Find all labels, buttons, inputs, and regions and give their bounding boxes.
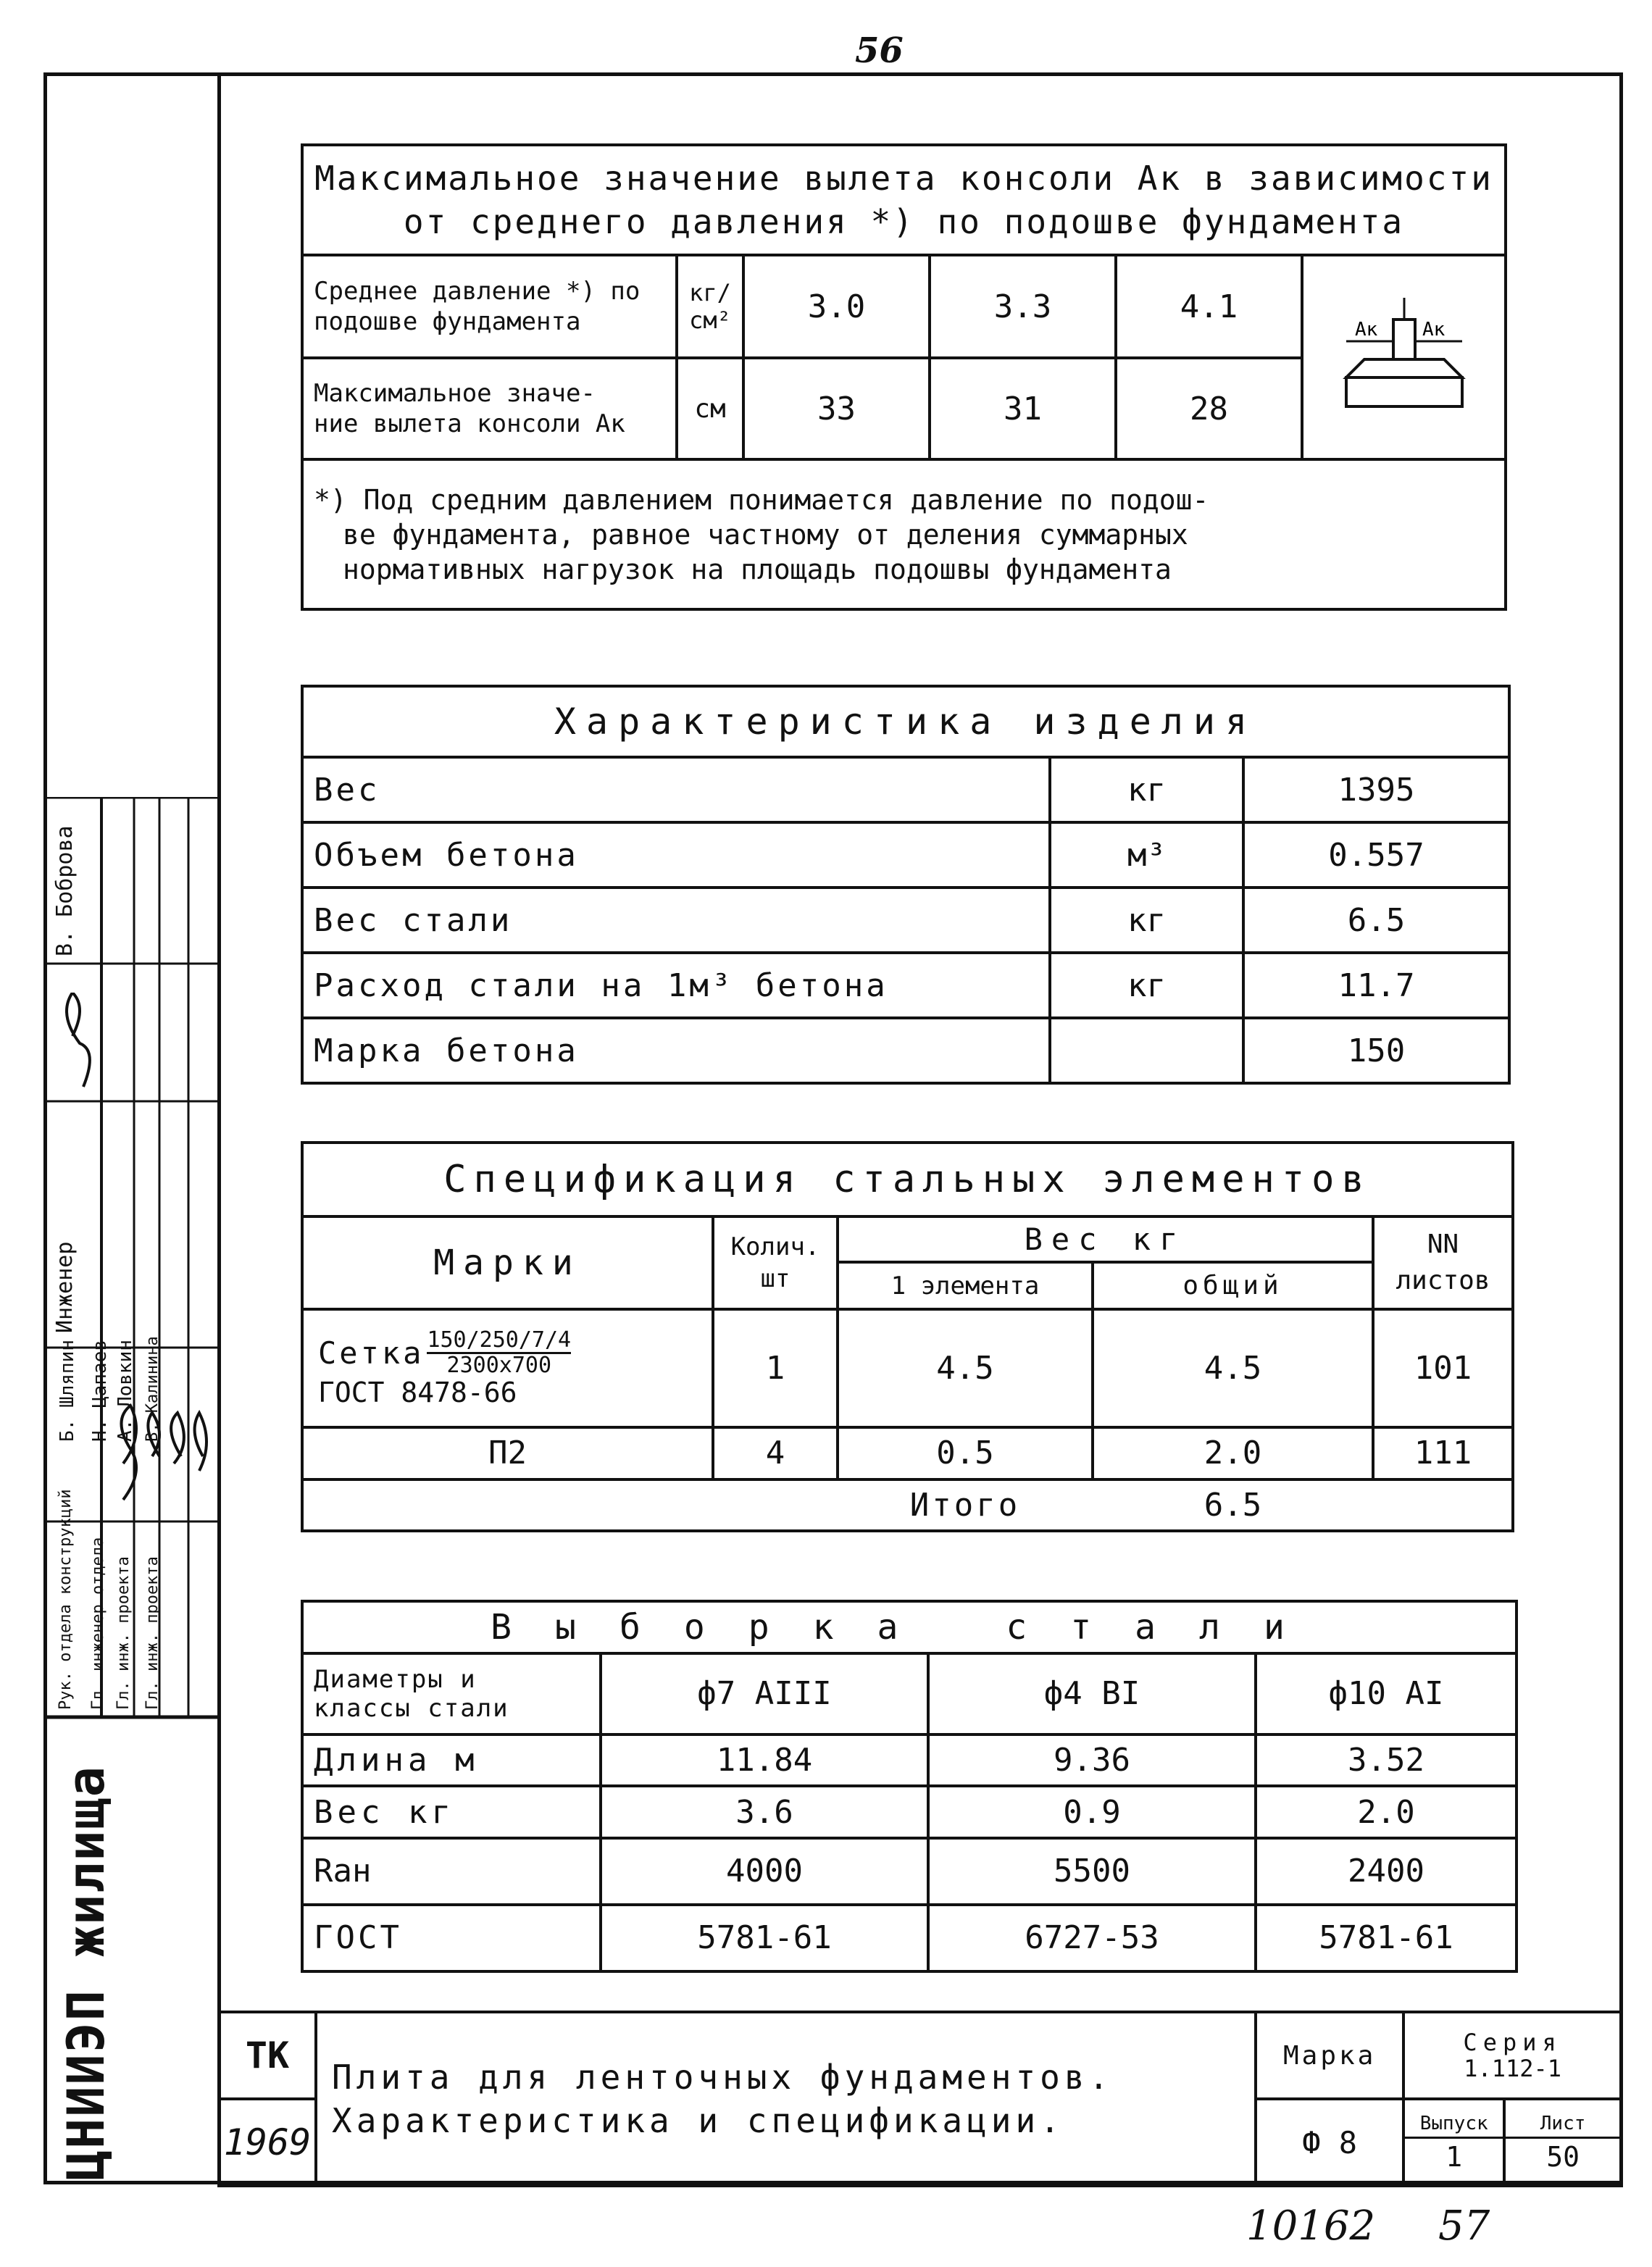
stamp-name-3: А. Ловкин: [114, 1340, 136, 1442]
mark-value: Ф 8: [1256, 2099, 1403, 2186]
steel-title: Выборка стали: [302, 1601, 1517, 1653]
steel-col-3: ф10 АI: [1256, 1653, 1517, 1734]
console-title-line1: Максимальное значение вылета консоли Ак в зависимости: [314, 159, 1493, 198]
mark-label: Марка: [1256, 2012, 1403, 2099]
spec-col-sheets-1: NN: [1427, 1229, 1459, 1260]
steel-row-length-v3: 3.52: [1256, 1734, 1517, 1787]
steel-row-ra-label: Raн: [302, 1838, 601, 1905]
spec-title: Спецификация стальных элементов: [302, 1143, 1513, 1216]
row-grade-label: Марка бетона: [302, 1018, 1050, 1083]
pressure-label-1: Среднее давление *) по: [314, 277, 641, 306]
steel-col-2: ф4 ВI: [928, 1653, 1256, 1734]
console-title-line2: от среднего давления *) по подошве фундамента: [403, 202, 1405, 241]
stamp-role-1: Рук. отдела конструкций: [57, 1489, 75, 1710]
signatures: [51, 993, 217, 1681]
spec-row1-denominator: 2300х700: [446, 1353, 552, 1379]
console-sketch: [1324, 291, 1484, 421]
spec-total-label: Итого: [838, 1479, 1093, 1531]
product-title: Характеристика изделия: [302, 686, 1509, 757]
steel-row-weight-label: Вес кг: [302, 1786, 601, 1838]
steel-header-1: Диаметры и: [314, 1664, 477, 1694]
page-number-bottom-left: 10162: [1246, 2203, 1376, 2250]
engineer-name: В. Боброва: [52, 825, 78, 956]
spec-row1-numerator: 150/250/7/4: [427, 1327, 572, 1353]
year-label: 1969: [219, 2099, 316, 2186]
spec-row2-sheet: 111: [1373, 1427, 1513, 1479]
row-steel-label: Вес стали: [302, 888, 1050, 953]
spec-row2-weight-total: 2.0: [1093, 1427, 1373, 1479]
spec-total-value: 6.5: [1093, 1479, 1373, 1531]
spec-row1-weight-one: 4.5: [838, 1309, 1093, 1427]
row-weight-unit: кг: [1050, 757, 1243, 822]
spec-row1-gost: ГОСТ 8478-66: [318, 1377, 517, 1409]
page-number-bottom-right: 57: [1438, 2203, 1490, 2250]
console-sketch-cell: [1302, 255, 1506, 459]
footnote-line2: ве фундамента, равное частному от деления суммарных: [343, 518, 1188, 551]
stamp-name-4: В. Калинина: [143, 1336, 162, 1442]
stamp-role-4: Гл. инж. проекта: [143, 1556, 162, 1710]
spec-row2-qty: 4: [713, 1427, 838, 1479]
org-name: ЦНИИЭП жилища: [57, 1765, 116, 2181]
row-grade-value: 150: [1243, 1018, 1509, 1083]
pressure-label-2: подошве фундамента: [314, 307, 581, 336]
spec-col-weight: Вес кг: [838, 1216, 1373, 1262]
pressure-val-2: 3.3: [930, 255, 1116, 358]
row-steel-value: 6.5: [1243, 888, 1509, 953]
issue-label: Выпуск: [1405, 2111, 1503, 2139]
row-concrete-unit: м³: [1050, 822, 1243, 888]
pressure-val-3: 4.1: [1116, 255, 1302, 358]
row-concrete-label: Объем бетона: [302, 822, 1050, 888]
row-weight-value: 1395: [1243, 757, 1509, 822]
row-steel-unit: кг: [1050, 888, 1243, 953]
steel-row-gost-v2: 6727-53: [928, 1905, 1256, 1971]
stamp-role-3: Гл. инж. проекта: [114, 1556, 133, 1710]
row-consumption-value: 11.7: [1243, 953, 1509, 1018]
steel-row-ra-v2: 5500: [928, 1838, 1256, 1905]
spec-col-qty-2: шт: [760, 1264, 790, 1294]
doc-title-line1: Плита для ленточных фундаментов.: [332, 2058, 1114, 2097]
spec-col-sheets-2: листов: [1396, 1266, 1490, 1296]
row-weight-label: Вес: [302, 757, 1050, 822]
steel-row-gost-v3: 5781-61: [1256, 1905, 1517, 1971]
row-grade-unit: [1050, 1018, 1243, 1083]
sheet-value: 50: [1546, 2140, 1580, 2173]
spec-col-marks: Марки: [302, 1216, 713, 1309]
console-val-2: 31: [930, 358, 1116, 459]
stamp-name-1: Б. Шляпин: [57, 1340, 78, 1442]
steel-row-length-v2: 9.36: [928, 1734, 1256, 1787]
footnote-line3: нормативных нагрузок на площадь подошвы фундамента: [343, 553, 1172, 585]
series-label: Серия: [1463, 2029, 1562, 2056]
pressure-unit: кг/см²: [677, 255, 743, 358]
spec-row2-mark: П2: [302, 1427, 713, 1479]
spec-col-qty-1: Колич.: [730, 1232, 820, 1262]
page-number-top: 56: [855, 30, 904, 71]
row-concrete-value: 0.557: [1243, 822, 1509, 888]
footnote-line1: *) Под средним давлением понимается давление по подош-: [314, 483, 1209, 516]
console-val-3: 28: [1116, 358, 1302, 459]
steel-row-ra-v1: 4000: [601, 1838, 928, 1905]
sketch-label-right: Ак: [1422, 319, 1445, 341]
sketch-label-left: Ак: [1354, 319, 1377, 341]
stamp-name-2: Н. Цапаев: [89, 1340, 111, 1442]
steel-row-length-v1: 11.84: [601, 1734, 928, 1787]
console-val-1: 33: [743, 358, 930, 459]
pressure-val-1: 3.0: [743, 255, 930, 358]
tk-label: ТК: [219, 2012, 316, 2099]
steel-row-weight-v3: 2.0: [1256, 1786, 1517, 1838]
steel-col-1: ф7 АIII: [601, 1653, 928, 1734]
console-label-2: ние вылета консоли Ак: [314, 409, 625, 438]
series-value: 1.112-1: [1464, 2055, 1562, 2082]
spec-row1-sheet: 101: [1373, 1309, 1513, 1427]
steel-header-2: классы стали: [314, 1693, 509, 1723]
steel-row-weight-v1: 3.6: [601, 1786, 928, 1838]
sheet-label: Лист: [1506, 2111, 1620, 2139]
stamp-role-2: Гл. инженер отдела: [89, 1537, 107, 1710]
steel-row-length-label: Длина м: [302, 1734, 601, 1787]
steel-row-ra-v3: 2400: [1256, 1838, 1517, 1905]
spec-row1-prefix: Сетка: [318, 1335, 425, 1371]
spec-col-weight-total: общий: [1093, 1262, 1373, 1309]
row-consumption-unit: кг: [1050, 953, 1243, 1018]
issue-value: 1: [1446, 2140, 1463, 2173]
spec-col-weight-one: 1 элемента: [838, 1262, 1093, 1309]
console-label-1: Максимальное значе-: [314, 379, 596, 408]
steel-row-gost-v1: 5781-61: [601, 1905, 928, 1971]
steel-row-weight-v2: 0.9: [928, 1786, 1256, 1838]
console-unit: см: [677, 358, 743, 459]
row-consumption-label: Расход стали на 1м³ бетона: [302, 953, 1050, 1018]
engineer-role: Инженер: [52, 1241, 78, 1333]
spec-row2-weight-one: 0.5: [838, 1427, 1093, 1479]
steel-row-gost-label: ГОСТ: [302, 1905, 601, 1971]
doc-title-line2: Характеристика и спецификации.: [332, 2101, 1064, 2140]
spec-row1-qty: 1: [713, 1309, 838, 1427]
spec-row1-weight-total: 4.5: [1093, 1309, 1373, 1427]
